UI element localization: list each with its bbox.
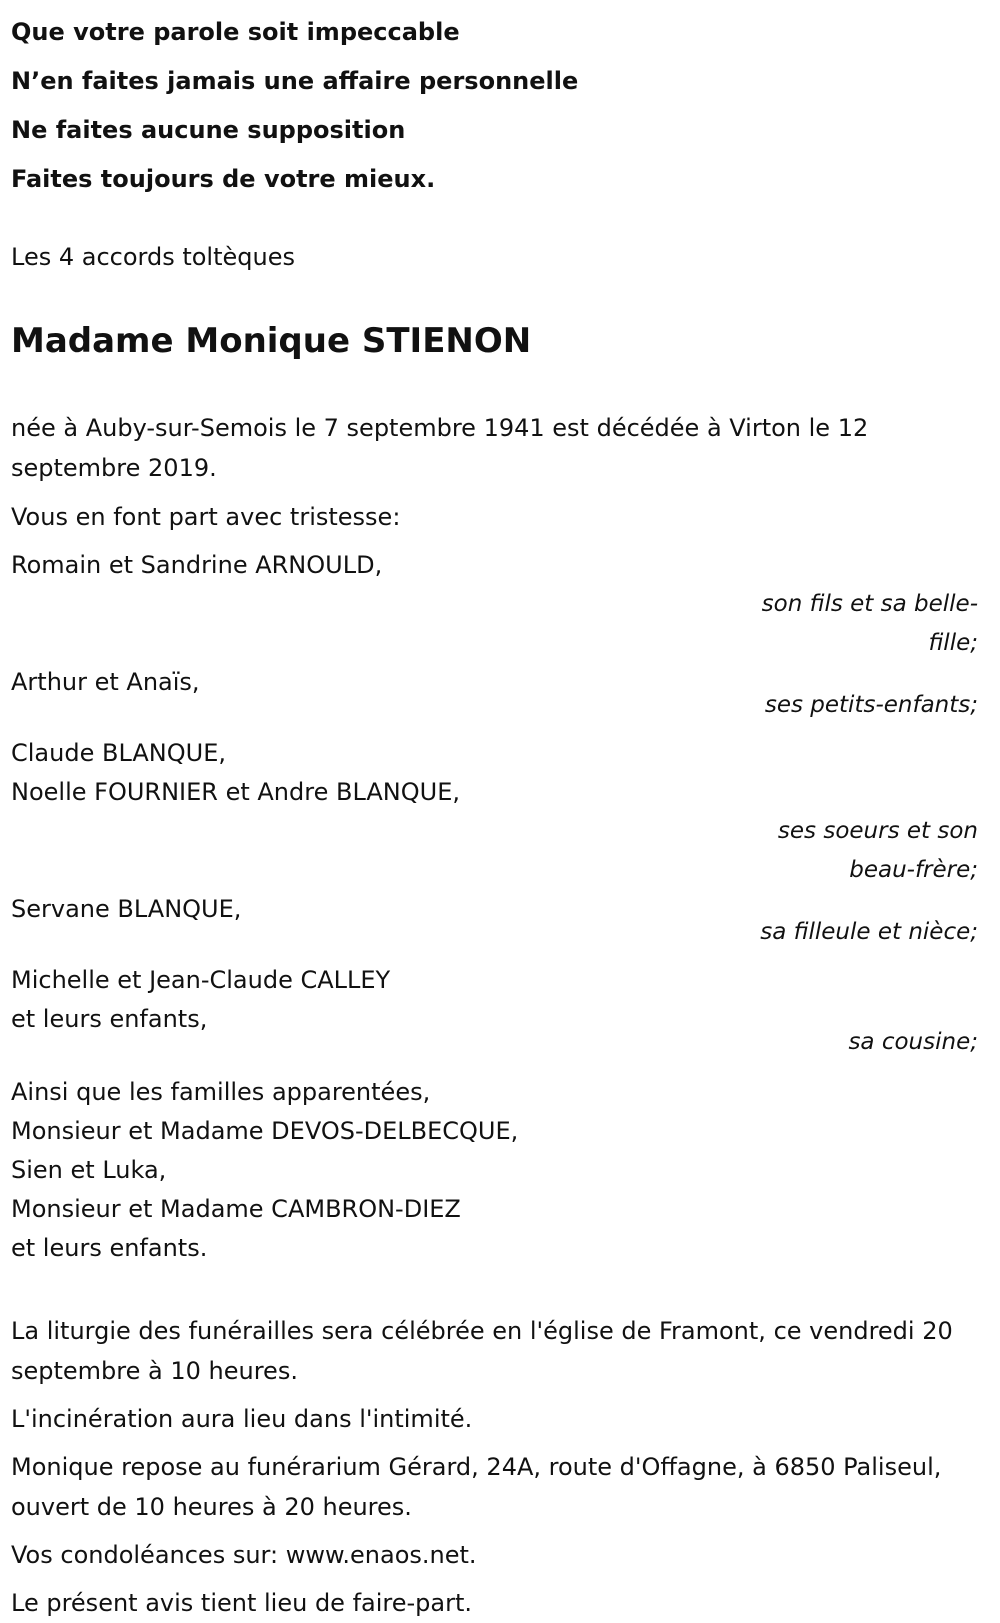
quote-source: Les 4 accords toltèques: [11, 243, 295, 271]
condolences-text: Vos condoléances sur: www.enaos.net.: [11, 1541, 477, 1569]
quotes-block: [11, 0, 978, 204]
family-names: [11, 546, 978, 585]
family-group: [11, 961, 978, 1062]
family-group: [11, 734, 978, 890]
quote-line: Que votre parole soit impeccable: [11, 18, 460, 46]
other-family-line: Monsieur et Madame CAMBRON-DIEZ: [11, 1195, 461, 1223]
family-name-line: Arthur et Anaïs,: [11, 668, 200, 696]
family-name-line: Servane BLANQUE,: [11, 895, 242, 923]
other-families: [11, 1073, 978, 1268]
family-name-line: Noelle FOURNIER et Andre BLANQUE,: [11, 778, 460, 806]
funerarium-text: Monique repose au funérarium Gérard, 24A, route d'Offagne, à 6850 Paliseul, ouvert de 10 heures à 20 heures.: [11, 1453, 942, 1521]
ceremony-text: La liturgie des funérailles sera célébrée en l'église de Framont, ce vendredi 20 septembre à 10 heures.: [11, 1317, 953, 1385]
other-family-line: et leurs enfants.: [11, 1234, 208, 1262]
family-relation: ses petits-enfants;: [764, 692, 978, 718]
quote-line: Faites toujours de votre mieux.: [11, 165, 436, 193]
family-group: [11, 890, 978, 952]
family-relation: son fils et sa belle-fille;: [761, 591, 978, 656]
family-group: [11, 663, 978, 725]
family-names: [11, 734, 978, 812]
family-relation: sa cousine;: [848, 1029, 978, 1055]
quote-line: Ne faites aucune supposition: [11, 116, 406, 144]
other-family-line: Sien et Luka,: [11, 1156, 167, 1184]
family-relation: ses soeurs et son beau-frère;: [777, 818, 978, 883]
family-name-line: Romain et Sandrine ARNOULD,: [11, 551, 383, 579]
quote-line: N’en faites jamais une affaire personnelle: [11, 67, 579, 95]
family-group: [11, 546, 978, 663]
other-family-line: Ainsi que les familles apparentées,: [11, 1078, 431, 1106]
cremation-text: L'incinération aura lieu dans l'intimité.: [11, 1405, 473, 1433]
family-name-line: Michelle et Jean-Claude CALLEY: [11, 966, 391, 994]
family-relation: sa filleule et nièce;: [760, 919, 978, 945]
family-name-line: et leurs enfants,: [11, 1005, 208, 1033]
birth-death-text: née à Auby-sur-Semois le 7 septembre 1941 est décédée à Virton le 12 septembre 2019.: [11, 414, 869, 482]
intro-text: Vous en font part avec tristesse:: [11, 503, 401, 531]
other-family-line: Monsieur et Madame DEVOS-DELBECQUE,: [11, 1117, 519, 1145]
deceased-name: Madame Monique STIENON: [11, 321, 532, 361]
family-name-line: Claude BLANQUE,: [11, 739, 226, 767]
notice-text: Le présent avis tient lieu de faire-part.: [11, 1589, 473, 1617]
